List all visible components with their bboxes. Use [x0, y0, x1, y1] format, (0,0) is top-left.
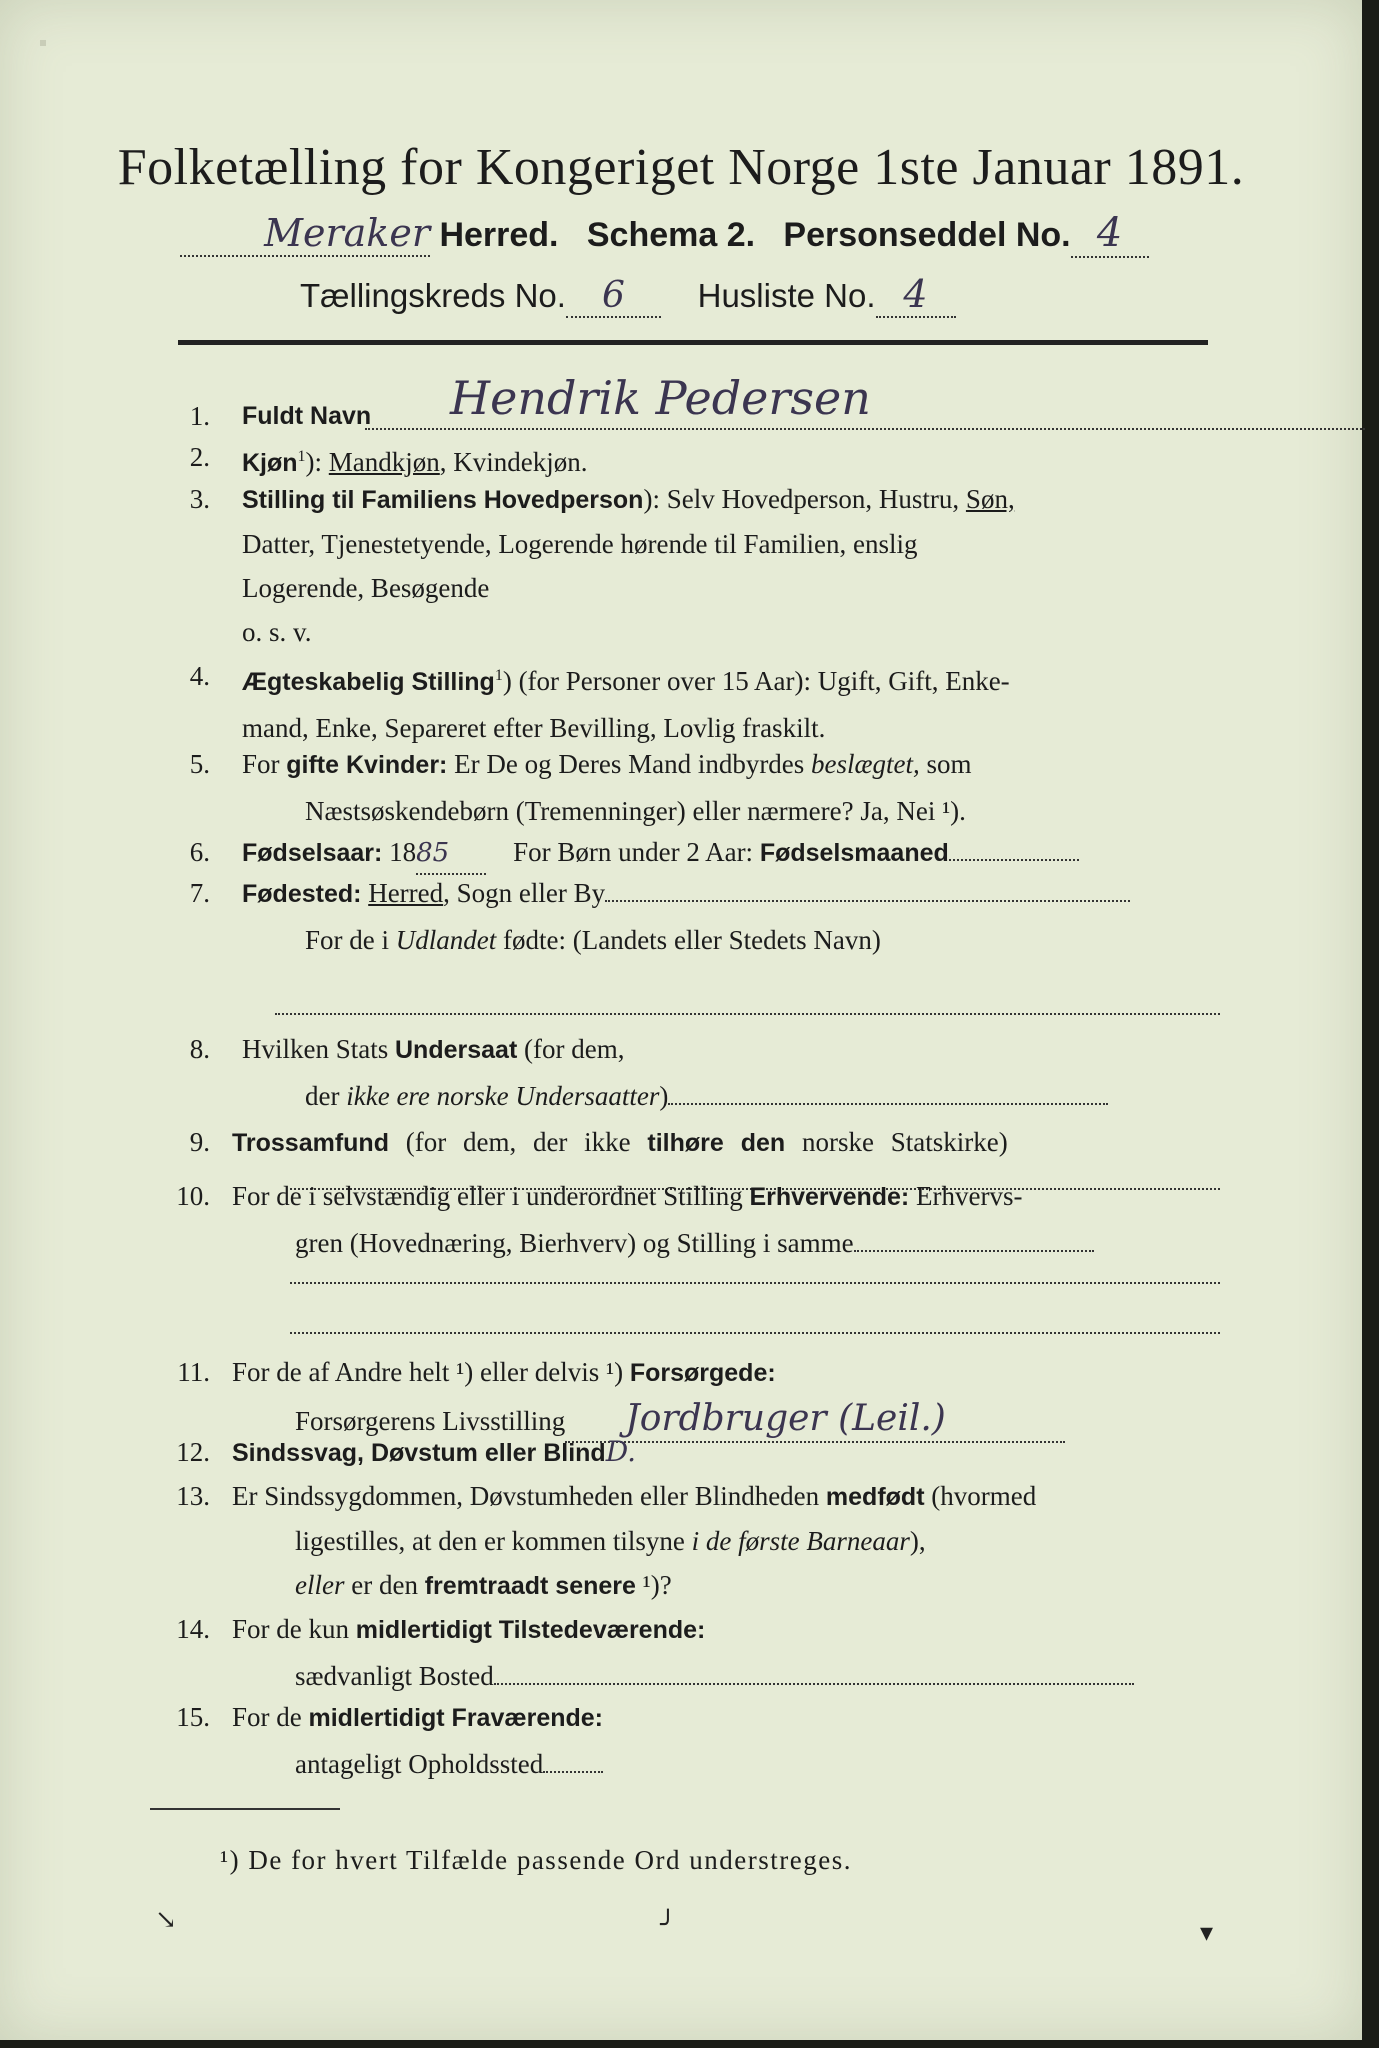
marital-status-label: Ægteskabelig Stilling	[242, 668, 495, 696]
full-name-value: Hendrik Pedersen	[450, 371, 871, 425]
husliste-value: 4	[903, 272, 928, 316]
header-rule	[178, 340, 1208, 345]
personseddel-label: Personseddel No.	[783, 216, 1071, 254]
temporary-absent-label: midlertidigt Fraværende:	[308, 1704, 603, 1732]
corner-mark	[40, 40, 46, 46]
personseddel-value: 4	[1096, 210, 1123, 256]
married-women-label: gifte Kvinder:	[286, 751, 448, 779]
header-line-kreds	[300, 272, 956, 318]
census-form: Folketælling for Kongeriget Norge 1ste Januar 1891. Meraker Herred. Schema 2. Personseddel No. 4 Tællingskreds No. 6 Husliste No. 4 1. Fuldt Navn Hendrik Pedersen 2. Kjøn$^1$): Mandkjøn, Kvindekjøn. 3. Stilling til Familiens Hovedperson): Selv Hovedperson, Hustru, Søn, Datter, Tjenestetyende, Logerende hørende til Familien, enslig Logerende, Besøgende o. s. v. 4. Ægteskabelig Stilling$^1$) (for Personer over 15 Aar): Ugift, Gift, Enke- mand, Enke, Separeret efter Bevilling, Lovlig fraskilt. 5. For gifte Kvinder: Er De og Deres Mand indbyrdes beslægtet, som Næstsøskendebørn (Tremenninger) eller nærmere? Ja, Nei ¹). 6. Fødselsaar: 1885 For Børn under 2 Aar: Fødselsmaaned 7. Fødested: Herred, Sogn eller By For de i Udlandet fødte: (Landets eller Stedets Navn) 8. Hvilken Stats Undersaat (for dem, der ikke ere norske Undersaatter) 9. Trossamfund (for dem, der ikke tilhøre den norske Statskirke) 10. For de i selvstændig eller i underordnet Stilling Erhvervende: Erhvervs- gren (Hovednæring, Bierhverv) og Stilling i samme 11. For de af Andre helt ¹) eller delvis ¹) Forsørgede: Forsørgerens Livsstilling Jordbruger (Leil.) 12. Sindssvag, Døvstum eller BlindD. 13. Er Sindssygdommen, Døvstumheden eller Blindheden medfødt (hvormed ligestilles, at den er kommen tilsyne i de første Barneaar), eller er den fremtraadt senere ¹)? 14. For de kun midlertidigt Tilstedeværende: sædvanligt Bosted 15. For de midlertidigt Fraværende: antageligt Opholdssted ¹) De for hvert Tilfælde passende Ord understreges. ↘ ╯ ▾	[0, 0, 1362, 2040]
birth-year-label: Fødselsaar:	[242, 839, 383, 867]
kreds-value: 6	[601, 275, 625, 316]
sex-label: Kjøn	[242, 449, 298, 477]
option-herred: Herred	[368, 878, 444, 908]
sex-option-female: , Kvindekjøn.	[439, 447, 588, 477]
tick-mark-left: ↘	[155, 1905, 177, 1934]
tick-mark-center: ╯	[660, 1910, 676, 1939]
schema-label: Schema 2.	[586, 216, 756, 254]
citizenship-label: Undersaat	[395, 1036, 518, 1064]
kreds-label: Tællingskreds No.	[300, 277, 566, 314]
disability-value: D.	[605, 1435, 637, 1468]
header-line-herred	[180, 210, 1149, 258]
occupation-label: Erhvervende:	[749, 1183, 910, 1211]
birth-year-value: 85	[416, 838, 450, 868]
herred-value: Meraker	[264, 211, 430, 255]
disability-label: Sindssvag, Døvstum eller Blind	[232, 1439, 606, 1467]
dependent-label: Forsørgede:	[629, 1359, 776, 1387]
full-name-label: Fuldt Navn	[242, 402, 372, 430]
footnote-rule	[150, 1808, 340, 1810]
provider-occupation-value: Jordbruger (Leil.)	[625, 1398, 946, 1439]
tick-mark-right: ▾	[1200, 1918, 1214, 1947]
option-son: Søn,	[965, 484, 1015, 514]
herred-label: Herred.	[439, 216, 559, 254]
footnote: ¹) De for hvert Tilfælde passende Ord understreges.	[220, 1845, 852, 1875]
religion-label: Trossamfund	[232, 1129, 389, 1157]
form-title: Folketælling for Kongeriget Norge 1ste Januar 1891.	[117, 139, 1245, 196]
sex-option-male: Mandkjøn	[328, 447, 440, 477]
birthplace-label: Fødested:	[242, 880, 362, 908]
family-position-label: Stilling til Familiens Hovedperson	[242, 486, 644, 514]
temporary-present-label: midlertidigt Tilstedeværende:	[355, 1616, 706, 1644]
husliste-label: Husliste No.	[697, 277, 876, 314]
birth-month-label: Fødselsmaaned	[759, 839, 949, 867]
